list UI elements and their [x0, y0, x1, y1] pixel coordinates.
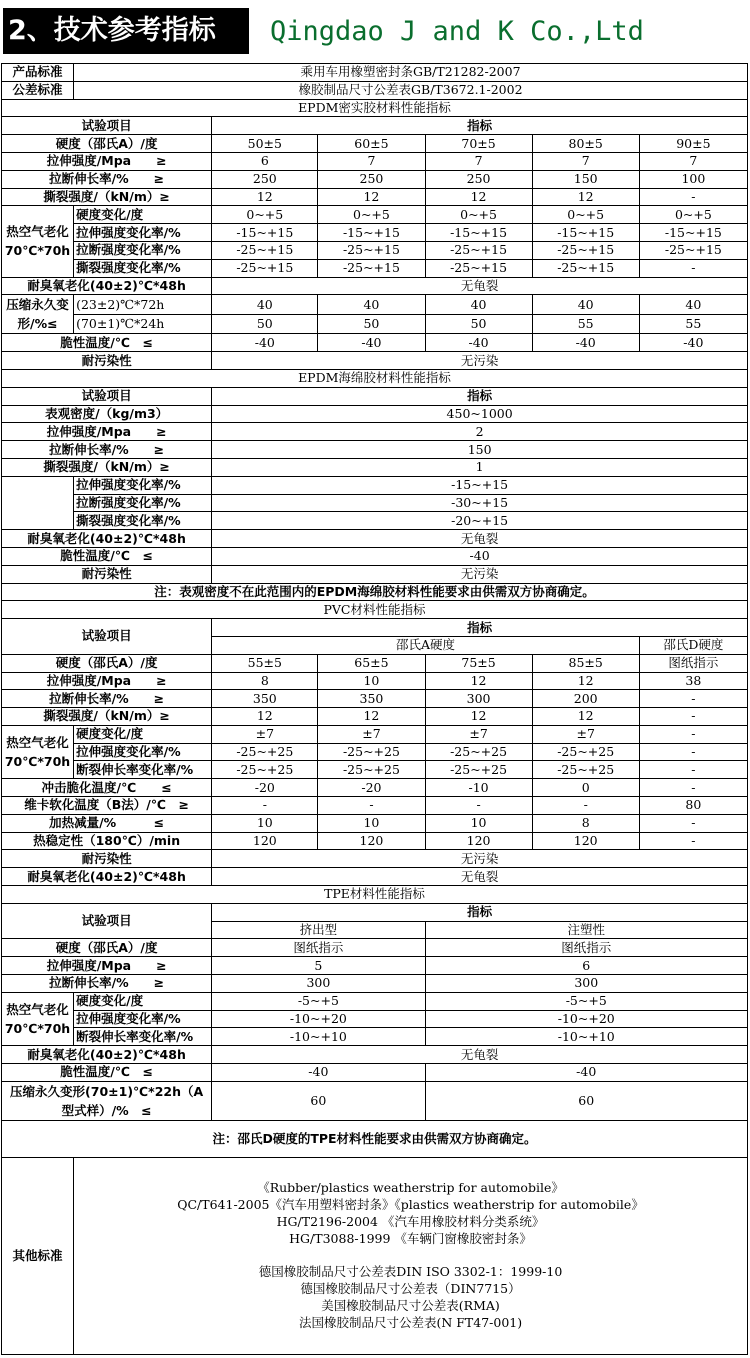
row-label: 脆性温度/℃ ≤	[2, 334, 212, 352]
subheader: 邵氏D硬度	[639, 636, 747, 654]
value-cell: 65±5	[318, 654, 425, 672]
note-row	[2, 583, 748, 601]
section-heading: TPE材料性能指标	[2, 886, 748, 904]
value-cell: -	[639, 259, 747, 277]
spacer	[76, 1247, 745, 1264]
value-cell: ±7	[212, 725, 318, 743]
value-cell: 12	[425, 672, 532, 690]
value-cell: 90±5	[639, 135, 747, 153]
value-cell: 0~+5	[532, 206, 639, 224]
value-cell: -	[639, 725, 747, 743]
table-row	[2, 241, 748, 259]
standard-label: 公差标准	[2, 81, 74, 99]
table-row	[2, 476, 748, 494]
value-cell: -10~+10	[425, 1028, 748, 1046]
value-cell: 150	[212, 441, 748, 459]
row-label: (23±2)℃*72h	[74, 295, 212, 315]
value-cell: -5~+5	[212, 992, 425, 1010]
table-row	[2, 814, 748, 832]
value-cell: 7	[425, 152, 532, 170]
table-row	[2, 423, 748, 441]
value-cell: -25~+25	[425, 761, 532, 779]
value-cell: -	[318, 797, 425, 815]
section-heading: EPDM密实胶材料性能指标	[2, 99, 748, 117]
value-cell: -25~+25	[318, 761, 425, 779]
value-cell: 0~+5	[425, 206, 532, 224]
header-row	[2, 117, 748, 135]
value-cell: -25~+15	[425, 259, 532, 277]
group-label: 压缩永久变形/%≤	[2, 295, 74, 334]
value-cell: -15~+15	[639, 224, 747, 242]
value-cell: 无龟裂	[212, 530, 748, 548]
section-heading-row	[2, 601, 748, 619]
value-cell: 40	[532, 295, 639, 315]
row-label: 拉伸强度/Mpa ≥	[2, 152, 212, 170]
value-cell: -10~+20	[212, 1010, 425, 1028]
value-cell: 6	[212, 152, 318, 170]
value-cell: -25~+25	[212, 761, 318, 779]
value-cell: 10	[212, 814, 318, 832]
value-cell: -15~+15	[318, 224, 425, 242]
value-cell: 12	[318, 188, 425, 206]
row-label: 拉断伸长率/% ≥	[2, 690, 212, 708]
table-row	[2, 992, 748, 1010]
row-label: 热稳定性（180℃）/min	[2, 832, 212, 850]
value-cell: -25~+15	[318, 241, 425, 259]
value-cell: 80	[639, 797, 747, 815]
subheader: 挤出型	[212, 921, 425, 939]
value-cell: -25~+25	[425, 743, 532, 761]
value-cell: ±7	[318, 725, 425, 743]
table-row	[2, 708, 748, 726]
table-row	[2, 512, 748, 530]
table-row	[2, 1010, 748, 1028]
value-cell: -20	[318, 779, 425, 797]
value-cell: 7	[532, 152, 639, 170]
section-heading: PVC材料性能指标	[2, 601, 748, 619]
value-cell: 300	[425, 690, 532, 708]
value-cell: 120	[212, 832, 318, 850]
other-standards-row	[2, 1157, 748, 1354]
value-cell: -15~+15	[212, 476, 748, 494]
table-row	[2, 314, 748, 334]
value-cell: 12	[532, 708, 639, 726]
row-label: 撕裂强度/（kN/m）≥	[2, 188, 212, 206]
table-row	[2, 170, 748, 188]
value-cell: 图纸指示	[425, 939, 748, 957]
row-label: 试验项目	[2, 619, 212, 655]
value-cell: 0~+5	[212, 206, 318, 224]
table-row	[2, 850, 748, 868]
value-cell: 200	[532, 690, 639, 708]
value-cell: -30~+15	[212, 494, 748, 512]
value-cell: 120	[532, 832, 639, 850]
value-cell: -40	[532, 334, 639, 352]
value-cell: -	[639, 779, 747, 797]
table-row	[2, 1046, 748, 1064]
value-cell: 无污染	[212, 352, 748, 370]
value-cell: -25~+15	[532, 259, 639, 277]
table-row	[2, 975, 748, 993]
value-cell: 40	[212, 295, 318, 315]
value-cell: -	[532, 797, 639, 815]
value-cell: -20	[212, 779, 318, 797]
row-label: (70±1)℃*24h	[74, 314, 212, 334]
row-label: 耐臭氧老化(40±2)℃*48h	[2, 868, 212, 886]
value-cell: 250	[212, 170, 318, 188]
table-row	[2, 690, 748, 708]
table-row	[2, 206, 748, 224]
indicator-header: 指标	[212, 619, 748, 637]
value-cell: 6	[425, 957, 748, 975]
row-label: 脆性温度/℃ ≤	[2, 547, 212, 565]
table-row	[2, 135, 748, 153]
value-cell: -	[639, 832, 747, 850]
row-label: 试验项目	[2, 387, 212, 405]
value-cell: 50	[212, 314, 318, 334]
value-cell: -15~+15	[212, 224, 318, 242]
row-label: 加热减量/% ≤	[2, 814, 212, 832]
value-cell: -40	[318, 334, 425, 352]
row-label: 试验项目	[2, 903, 212, 939]
table-row	[2, 939, 748, 957]
row-label: 硬度变化/度	[74, 725, 212, 743]
value-cell: 250	[425, 170, 532, 188]
table-row	[2, 761, 748, 779]
table-row	[2, 259, 748, 277]
row-label: 硬度（邵氏A）/度	[2, 939, 212, 957]
value-cell: 60±5	[318, 135, 425, 153]
value-cell: -25~+25	[212, 743, 318, 761]
header-row	[2, 387, 748, 405]
value-cell: 图纸指示	[212, 939, 425, 957]
value-cell: -	[639, 708, 747, 726]
note: 注：表观密度不在此范围内的EPDM海绵胶材料性能要求由供需双方协商确定。	[2, 583, 748, 601]
standard-reference: QC/T641-2005《汽车用塑料密封条》《plastics weatherstrip for automobile》	[177, 1197, 644, 1213]
value-cell: -25~+15	[212, 241, 318, 259]
value-cell: -25~+25	[318, 743, 425, 761]
indicator-header: 指标	[212, 117, 748, 135]
value-cell: 300	[212, 975, 425, 993]
value-cell: ±7	[532, 725, 639, 743]
value-cell: ±7	[425, 725, 532, 743]
value-cell: 60	[425, 1081, 748, 1120]
value-cell: 5	[212, 957, 425, 975]
value-cell: 80±5	[532, 135, 639, 153]
other-standards-label: 其他标准	[2, 1157, 74, 1354]
table-row	[2, 832, 748, 850]
row-label: 试验项目	[2, 117, 212, 135]
row-label: 拉断强度变化率/%	[74, 494, 212, 512]
row-label: 冲击脆化温度/℃ ≤	[2, 779, 212, 797]
value-cell: 8	[532, 814, 639, 832]
row-label: 硬度（邵氏A）/度	[2, 135, 212, 153]
indicator-header: 指标	[212, 903, 748, 921]
value-cell: -	[425, 797, 532, 815]
row-label: 耐污染性	[2, 850, 212, 868]
standard-reference: HG/T2196-2004 《汽车用橡胶材料分类系统》	[276, 1213, 545, 1229]
value-cell: -	[639, 743, 747, 761]
value-cell: 40	[318, 295, 425, 315]
value-cell: 40	[425, 295, 532, 315]
standard-reference: 美国橡胶制品尺寸公差表(RMA)	[321, 1297, 500, 1313]
table-row	[2, 779, 748, 797]
table-row	[2, 405, 748, 423]
row-label: 拉伸强度变化率/%	[74, 743, 212, 761]
product-standard-row	[2, 64, 748, 82]
value-cell: 0~+5	[318, 206, 425, 224]
subheader: 注塑性	[425, 921, 748, 939]
row-label: 撕裂强度/（kN/m）≥	[2, 708, 212, 726]
value-cell: 300	[425, 975, 748, 993]
table-row	[2, 1064, 748, 1082]
value-cell: 60	[212, 1081, 425, 1120]
standard-label: 产品标准	[2, 64, 74, 82]
value-cell: 50	[318, 314, 425, 334]
table-row	[2, 797, 748, 815]
table-row	[2, 352, 748, 370]
value-cell: 12	[212, 708, 318, 726]
row-label: 压缩永久变形(70±1)℃*22h（A型式样）/% ≤	[2, 1081, 212, 1120]
table-row	[2, 224, 748, 242]
value-cell: 无龟裂	[212, 868, 748, 886]
row-label: 拉伸强度变化率/%	[74, 224, 212, 242]
value-cell: -25~+25	[532, 761, 639, 779]
value-cell: 450~1000	[212, 405, 748, 423]
table-row	[2, 188, 748, 206]
table-row	[2, 672, 748, 690]
table-row	[2, 1081, 748, 1120]
page-header	[0, 0, 750, 58]
value-cell: 7	[318, 152, 425, 170]
standard-reference: 德国橡胶制品尺寸公差表（DIN7715）	[300, 1281, 521, 1297]
value-cell: -25~+25	[532, 743, 639, 761]
row-label: 硬度变化/度	[74, 992, 212, 1010]
value-cell: 120	[318, 832, 425, 850]
row-label: 耐污染性	[2, 565, 212, 583]
value-cell: -25~+15	[532, 241, 639, 259]
value-cell: -40	[425, 1064, 748, 1082]
row-label: 拉伸强度/Mpa ≥	[2, 957, 212, 975]
spec-table	[1, 63, 748, 1355]
row-label: 脆性温度/℃ ≤	[2, 1064, 212, 1082]
value-cell: -10~+10	[212, 1028, 425, 1046]
value-cell: 10	[318, 814, 425, 832]
group-label: 热空气老化70℃*70h	[2, 725, 74, 778]
row-label: 断裂伸长率变化率/%	[74, 761, 212, 779]
value-cell: 85±5	[532, 654, 639, 672]
value-cell: 无龟裂	[212, 1046, 748, 1064]
value-cell: 12	[532, 188, 639, 206]
value-cell: 10	[318, 672, 425, 690]
value-cell: -5~+5	[425, 992, 748, 1010]
value-cell: 0	[532, 779, 639, 797]
value-cell: -40	[639, 334, 747, 352]
table-row	[2, 441, 748, 459]
value-cell: 70±5	[425, 135, 532, 153]
value-cell: -25~+15	[212, 259, 318, 277]
standard-reference: 法国橡胶制品尺寸公差表(N FT47-001)	[298, 1314, 523, 1330]
row-label: 拉伸强度/Mpa ≥	[2, 672, 212, 690]
value-cell: -10~+20	[425, 1010, 748, 1028]
table-row	[2, 547, 748, 565]
table-row	[2, 494, 748, 512]
value-cell: 8	[212, 672, 318, 690]
row-label: 拉断伸长率/% ≥	[2, 441, 212, 459]
standard-value: 橡胶制品尺寸公差表GB/T3672.1-2002	[74, 81, 748, 99]
group-label	[2, 476, 74, 529]
row-label: 撕裂强度变化率/%	[74, 512, 212, 530]
value-cell: -40	[425, 334, 532, 352]
standard-reference: 《Rubber/plastics weatherstrip for automobile》	[257, 1180, 564, 1196]
table-row	[2, 725, 748, 743]
value-cell: 12	[425, 708, 532, 726]
value-cell: 10	[425, 814, 532, 832]
section-heading: EPDM海绵胶材料性能指标	[2, 369, 748, 387]
value-cell: 图纸指示	[639, 654, 747, 672]
value-cell: -	[212, 797, 318, 815]
value-cell: 40	[639, 295, 747, 315]
row-label: 维卡软化温度（B法）/℃ ≥	[2, 797, 212, 815]
value-cell: -10	[425, 779, 532, 797]
value-cell: 350	[212, 690, 318, 708]
value-cell: -40	[212, 1064, 425, 1082]
table-row	[2, 654, 748, 672]
value-cell: 75±5	[425, 654, 532, 672]
section-heading-row	[2, 369, 748, 387]
value-cell: -25~+15	[425, 241, 532, 259]
table-row	[2, 295, 748, 315]
value-cell: 12	[318, 708, 425, 726]
row-label: 拉断强度变化率/%	[74, 241, 212, 259]
value-cell: -25~+15	[639, 241, 747, 259]
table-row	[2, 868, 748, 886]
value-cell: 55	[532, 314, 639, 334]
value-cell: 38	[639, 672, 747, 690]
table-row	[2, 565, 748, 583]
row-label: 耐臭氧老化(40±2)℃*48h	[2, 1046, 212, 1064]
value-cell: -15~+15	[425, 224, 532, 242]
row-label: 拉伸强度/Mpa ≥	[2, 423, 212, 441]
row-label: 耐臭氧老化(40±2)℃*48h	[2, 530, 212, 548]
indicator-header: 指标	[212, 387, 748, 405]
value-cell: 0~+5	[639, 206, 747, 224]
row-label: 硬度变化/度	[74, 206, 212, 224]
row-label: 拉断伸长率/% ≥	[2, 170, 212, 188]
value-cell: 无污染	[212, 850, 748, 868]
value-cell: 7	[639, 152, 747, 170]
standard-reference: 德国橡胶制品尺寸公差表DIN ISO 3302-1：1999-10	[258, 1264, 563, 1280]
value-cell: -	[639, 690, 747, 708]
value-cell: 1	[212, 458, 748, 476]
row-label: 撕裂强度/（kN/m）≥	[2, 458, 212, 476]
value-cell: 250	[318, 170, 425, 188]
table-row	[2, 334, 748, 352]
value-cell: 55	[639, 314, 747, 334]
value-cell: 12	[425, 188, 532, 206]
value-cell: 50	[425, 314, 532, 334]
table-row	[2, 458, 748, 476]
value-cell: 2	[212, 423, 748, 441]
value-cell: 50±5	[212, 135, 318, 153]
header-row	[2, 619, 748, 637]
table-row	[2, 530, 748, 548]
value-cell: 12	[532, 672, 639, 690]
row-label: 撕裂强度变化率/%	[74, 259, 212, 277]
value-cell: -20~+15	[212, 512, 748, 530]
value-cell: -	[639, 814, 747, 832]
row-label: 耐臭氧老化(40±2)℃*48h	[2, 277, 212, 295]
value-cell: 无污染	[212, 565, 748, 583]
table-row	[2, 277, 748, 295]
value-cell: -40	[212, 547, 748, 565]
value-cell: 350	[318, 690, 425, 708]
company-name: Qingdao J and K Co.,Ltd	[270, 16, 644, 47]
tolerance-standard-row	[2, 81, 748, 99]
table-row	[2, 1028, 748, 1046]
row-label: 耐污染性	[2, 352, 212, 370]
section-title: 2、技术参考指标	[3, 8, 249, 54]
row-label: 拉断伸长率/% ≥	[2, 975, 212, 993]
value-cell: 12	[212, 188, 318, 206]
row-label: 表观密度/（kg/m3）	[2, 405, 212, 423]
value-cell: -15~+15	[532, 224, 639, 242]
table-row	[2, 743, 748, 761]
note: 注：邵氏D硬度的TPE材料性能要求由供需双方协商确定。	[2, 1120, 748, 1157]
value-cell: -25~+15	[318, 259, 425, 277]
group-label: 热空气老化70℃*70h	[2, 206, 74, 277]
value-cell: 150	[532, 170, 639, 188]
row-label: 拉伸强度变化率/%	[74, 1010, 212, 1028]
table-row	[2, 152, 748, 170]
header-row	[2, 903, 748, 921]
value-cell: -	[639, 188, 747, 206]
value-cell: 无龟裂	[212, 277, 748, 295]
value-cell: -	[639, 761, 747, 779]
value-cell: 55±5	[212, 654, 318, 672]
table-row	[2, 957, 748, 975]
group-label: 热空气老化70℃*70h	[2, 992, 74, 1045]
section-heading-row	[2, 99, 748, 117]
standard-reference: HG/T3088-1999 《车辆门窗橡胶密封条》	[289, 1230, 532, 1246]
note-row	[2, 1120, 748, 1157]
section-heading-row	[2, 886, 748, 904]
row-label: 拉伸强度变化率/%	[74, 476, 212, 494]
standard-value: 乘用车用橡塑密封条GB/T21282-2007	[74, 64, 748, 82]
row-label: 硬度（邵氏A）/度	[2, 654, 212, 672]
subheader: 邵氏A硬度	[212, 636, 640, 654]
other-standards-list	[74, 1157, 748, 1354]
row-label: 断裂伸长率变化率/%	[74, 1028, 212, 1046]
value-cell: -40	[212, 334, 318, 352]
value-cell: 100	[639, 170, 747, 188]
value-cell: 120	[425, 832, 532, 850]
